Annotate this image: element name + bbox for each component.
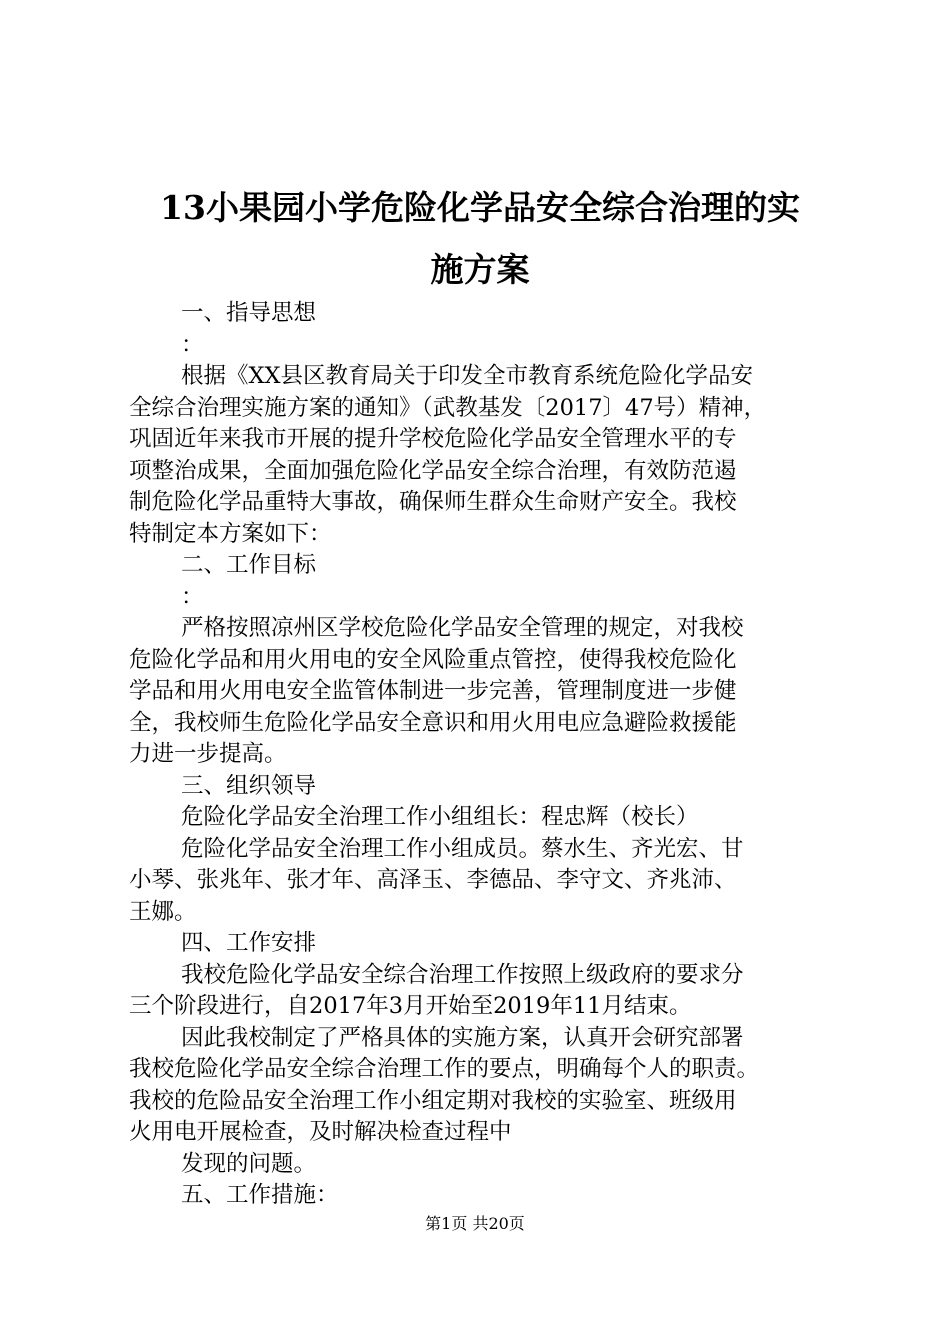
body-line: 二、工作目标 (181, 552, 317, 578)
body-line: ： (181, 583, 204, 610)
body-line: 因此我校制定了严格具体的实施方案，认真开会研究部署 (181, 1024, 744, 1051)
body-line: 我校危险化学品安全综合治理工作的要点，明确每个人的职责。 (129, 1056, 760, 1082)
page-number-footer: 第1页 共20页 (425, 1214, 525, 1233)
body-line: 王娜。 (129, 898, 197, 925)
body-line: 学品和用火用电安全监管体制进一步完善，管理制度进一步健 (129, 678, 737, 704)
body-line: 全，我校师生危险化学品安全意识和用火用电应急避险救援能 (129, 709, 737, 736)
body-line: 五、工作措施： (181, 1182, 339, 1208)
body-line: 一、指导思想 (181, 300, 317, 326)
body-line: ： (181, 331, 204, 358)
body-line: 力进一步提高。 (129, 741, 287, 767)
body-line: 根据《XX县区教育局关于印发全市教育系统危险化学品安 (181, 363, 754, 389)
body-line: 严格按照凉州区学校危险化学品安全管理的规定，对我校 (181, 615, 744, 641)
document-title-line-1: 13小果园小学危险化学品安全综合治理的实 (160, 188, 800, 227)
body-line: 危险化学品安全治理工作小组组长：程忠辉（校长） (181, 804, 699, 830)
body-line: 我校的危险品安全治理工作小组定期对我校的实验室、班级用 (129, 1087, 737, 1114)
body-line: 制危险化学品重特大事故，确保师生群众生命财产安全。我校 (129, 489, 737, 515)
document-body (129, 298, 849, 1212)
body-line: 危险化学品和用火用电的安全风险重点管控，使得我校危险化 (129, 646, 737, 673)
body-line: 三、组织领导 (181, 772, 317, 799)
document-title-line-2: 施方案 (430, 250, 530, 289)
body-line: 特制定本方案如下： (129, 520, 332, 547)
body-line: 三个阶段进行，自2017年3月开始至2019年11月结束。 (129, 993, 692, 1019)
body-line: 巩固近年来我市开展的提升学校危险化学品安全管理水平的专 (129, 426, 737, 452)
body-line: 发现的问题。 (181, 1150, 317, 1177)
body-line: 四、工作安排 (181, 930, 317, 956)
body-line: 火用电开展检查，及时解决检查过程中 (129, 1119, 512, 1145)
body-line: 我校危险化学品安全综合治理工作按照上级政府的要求分 (181, 961, 744, 988)
body-line: 危险化学品安全治理工作小组成员。蔡水生、齐光宏、甘 (181, 835, 744, 862)
body-line: 项整治成果，全面加强危险化学品安全综合治理，有效防范遏 (129, 457, 737, 484)
body-line: 小琴、张兆年、张才年、高泽玉、李德品、李守文、齐兆沛、 (129, 867, 737, 893)
body-line: 全综合治理实施方案的通知》（武教基发〔2017〕47号）精神， (129, 394, 767, 421)
